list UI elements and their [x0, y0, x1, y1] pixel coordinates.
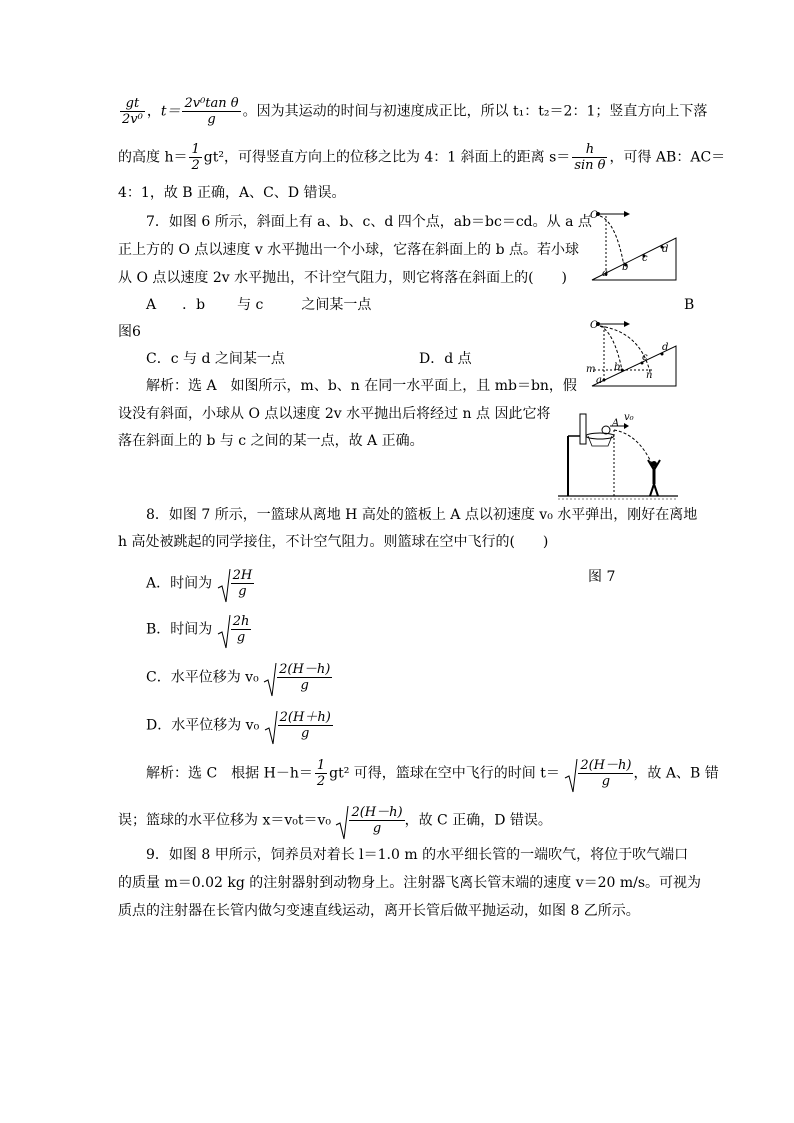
fig6b-label-m: m [586, 364, 596, 375]
fig6b-label-n: n [646, 370, 653, 381]
fig6-label-b: b [622, 262, 629, 273]
q9-line-1: 9．如图 8 甲所示，饲养员对着长 l＝1.0 m 的水平细长管的一端吹气，将位于吹气端口 [146, 847, 689, 863]
sqrt: $\frac{2h}{g}$ [217, 614, 252, 645]
q8-option-b: B．时间为 $\frac{2h}{g}$ [146, 614, 251, 645]
sqrt: $\frac{2(H-h)}{g}$ [564, 758, 633, 789]
fraction: $\frac{\text{2v⁰tan θ}}{g}$ [184, 96, 239, 127]
solution-line-3: 4：1，故 B 正确，A、C、D 错误。 [118, 185, 346, 201]
fraction: $\frac{1}{2}$ [316, 758, 326, 789]
q7-line-1: 7．如图 6 所示，斜面上有 a、b、c、d 四个点，ab＝bc＝cd。从 a 点 [146, 214, 592, 230]
q7-option-d: D．d 点 [419, 351, 472, 367]
q7-answer-3: 落在斜面上的 b 与 c 之间的某一点，故 A 正确。 [118, 433, 424, 449]
q7-line-2: 正上方的 O 点以速度 v 水平抛出一个小球，它落在斜面上的 b 点。若小球 [118, 242, 580, 258]
fig7-label-v0: v₀ [624, 412, 634, 423]
q8-option-a: A．时间为 $\frac{2H}{g}$ [146, 568, 254, 599]
figure-7-caption: 图 7 [588, 569, 616, 585]
fig6b-label-o: O [590, 320, 599, 331]
q8-answer-2: 误；篮球的水平位移为 x＝v₀t＝v₀ $\frac{2(H-h)}{g}$ ，故 C 正确，D 错误。 [118, 805, 552, 836]
fraction: $\frac{1}{2}$ [191, 142, 200, 173]
fig6-label-o: O [590, 210, 599, 221]
figure-6-solution [572, 318, 682, 390]
fig6b-label-b: b [614, 362, 621, 373]
fig6-label-a: a [602, 268, 608, 279]
fig6b-label-a: a [596, 375, 602, 386]
q7-option-a: A ．b 与 c 之间某一点 [146, 297, 372, 313]
solution-line-2: 的高度 h＝ $\frac{1}{2}$ gt²，可得竖直方向上的位移之比为 4：1 斜面上的距离 s＝ $\frac{h}{\text{sin θ}}$ ，可得 AB：AC＝ [118, 142, 726, 173]
fig6-label-d: d [662, 244, 669, 255]
q8-option-d: D．水平位移为 v₀ $\frac{2(H+h)}{g}$ [146, 710, 333, 741]
q8-line-2: h 高处被跳起的同学接住，不计空气阻力。则篮球在空中飞行的( ) [118, 534, 549, 550]
sqrt: $\frac{2H}{g}$ [217, 568, 255, 599]
q8-answer-1: 解析：选 C 根据 H－h＝ $\frac{1}{2}$ gt² 可得，篮球在空中飞行的时间 t＝ $\frac{2(H-h)}{g}$ ，故 A、B 错 [146, 758, 719, 789]
sqrt: $\frac{2(H-h)}{g}$ [263, 662, 332, 693]
figure-6-caption: 图6 [118, 324, 141, 340]
q8-option-c: C．水平位移为 v₀ $\frac{2(H-h)}{g}$ [146, 662, 332, 693]
fig6b-label-c: c [642, 352, 648, 363]
q9-line-3: 质点的注射器在长管内做匀变速直线运动，离开长管后做平抛运动，如图 8 乙所示。 [118, 903, 640, 919]
fig6-label-c: c [642, 253, 648, 264]
fig6b-label-d: d [662, 342, 669, 353]
fig7-label-a: A [612, 418, 620, 429]
fraction: $\frac{gt}{\text{2v⁰}}$ [122, 96, 143, 127]
sqrt: $\frac{2(H-h)}{g}$ [335, 805, 404, 836]
q7-option-b: B [684, 297, 695, 313]
fraction: $\frac{h}{\text{sin θ}}$ [574, 142, 606, 173]
q7-line-3: 从 O 点以速度 2v 水平抛出，不计空气阻力，则它将落在斜面上的( ) [118, 270, 568, 286]
sqrt: $\frac{2(H+h)}{g}$ [264, 710, 333, 741]
q7-option-c: C．c 与 d 之间某一点 [146, 351, 285, 367]
solution-line-1: $\frac{gt}{\text{2v⁰}}$ ，t＝ $\frac{\text{2v⁰tan θ}}{g}$ 。因为其运动的时间与初速度成正比，所以 t₁：t₂＝2：1；竖直方向上下落 [122, 96, 708, 127]
q7-answer-2: 设没有斜面，小球从 O 点以速度 2v 水平抛出后将经过 n 点 因此它将 [118, 406, 551, 422]
q9-line-2: 的质量 m＝0.02 kg 的注射器射到动物身上。注射器飞离长管末端的速度 v＝20 m/s。可视为 [118, 875, 702, 891]
q7-answer-1: 解析：选 A 如图所示，m、b、n 在同一水平面上，且 mb＝bn，假 [146, 378, 577, 394]
q8-line-1: 8．如图 7 所示，一篮球从离地 H 高处的篮板上 A 点以初速度 v₀ 水平弹出，刚好在离地 [146, 507, 698, 523]
